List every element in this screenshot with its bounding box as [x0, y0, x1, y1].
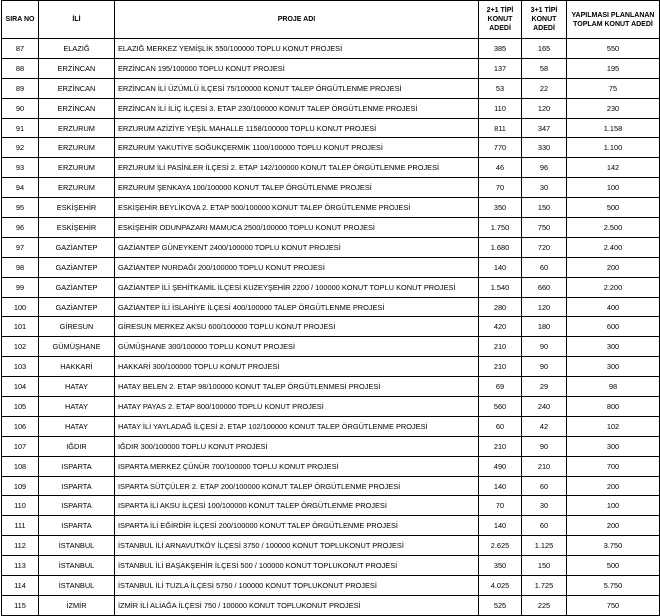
cell-2plus1-count: 2.625 [479, 536, 522, 556]
cell-sira-no: 113 [2, 556, 39, 576]
cell-proje-adi: ISPARTA SÜTÇÜLER 2. ETAP 200/100000 KONUT TALEP ÖRGÜTLENME PROJESİ [115, 476, 479, 496]
cell-proje-adi: İZMİR İLİ ALİAĞA İLÇESİ 750 / 100000 KONUT TOPLUKONUT PROJESİ [115, 595, 479, 615]
cell-sira-no: 95 [2, 198, 39, 218]
cell-total-planned: 1.158 [567, 118, 660, 138]
table-body [2, 39, 660, 616]
cell-total-planned: 2.200 [567, 277, 660, 297]
cell-sira-no: 112 [2, 536, 39, 556]
cell-ili: ISPARTA [39, 496, 115, 516]
cell-ili: ESKİŞEHİR [39, 198, 115, 218]
cell-2plus1-count: 60 [479, 416, 522, 436]
cell-total-planned: 5.750 [567, 576, 660, 596]
table-row [2, 58, 660, 78]
cell-2plus1-count: 140 [479, 257, 522, 277]
cell-3plus1-count: 96 [522, 158, 567, 178]
cell-ili: GAZİANTEP [39, 297, 115, 317]
cell-ili: ESKİŞEHİR [39, 218, 115, 238]
cell-3plus1-count: 60 [522, 516, 567, 536]
table-row [2, 257, 660, 277]
cell-sira-no: 110 [2, 496, 39, 516]
cell-proje-adi: İSTANBUL İLİ BAŞAKŞEHİR İLÇESİ 500 / 100000 KONUT TOPLUKONUT PROJESİ [115, 556, 479, 576]
cell-ili: İZMİR [39, 595, 115, 615]
cell-ili: ISPARTA [39, 456, 115, 476]
cell-2plus1-count: 350 [479, 556, 522, 576]
table-header [2, 1, 660, 39]
cell-total-planned: 1.100 [567, 138, 660, 158]
cell-3plus1-count: 240 [522, 397, 567, 417]
cell-total-planned: 200 [567, 257, 660, 277]
cell-3plus1-count: 1.725 [522, 576, 567, 596]
cell-3plus1-count: 150 [522, 198, 567, 218]
cell-ili: ELAZIĞ [39, 39, 115, 59]
cell-proje-adi: ERZURUM İLİ PASİNLER İLÇESİ 2. ETAP 142/100000 KONUT TALEP ÖRGÜTLENME PROJESİ [115, 158, 479, 178]
cell-proje-adi: ERZURUM ŞENKAYA 100/100000 KONUT TALEP ÖRGÜTLENME PROJESİ [115, 178, 479, 198]
cell-ili: ISPARTA [39, 476, 115, 496]
cell-proje-adi: ISPARTA İLİ EĞİRDİR İLÇESİ 200/100000 KONUT TALEP ÖRGÜTLENME PROJESİ [115, 516, 479, 536]
cell-2plus1-count: 420 [479, 317, 522, 337]
cell-3plus1-count: 150 [522, 556, 567, 576]
cell-proje-adi: GÜMÜŞHANE 300/100000 TOPLU KONUT PROJESİ [115, 337, 479, 357]
cell-sira-no: 103 [2, 357, 39, 377]
table-row [2, 317, 660, 337]
cell-sira-no: 90 [2, 98, 39, 118]
cell-proje-adi: HATAY İLİ YAYLADAĞ İLÇESİ 2. ETAP 102/100000 KONUT TALEP ÖRGÜTLENME PROJESİ [115, 416, 479, 436]
table-row [2, 377, 660, 397]
header-sira-no: SIRA NO [2, 1, 39, 39]
cell-3plus1-count: 180 [522, 317, 567, 337]
cell-sira-no: 99 [2, 277, 39, 297]
table-row [2, 198, 660, 218]
cell-proje-adi: İSTANBUL İLİ ARNAVUTKÖY İLÇESİ 3750 / 100000 KONUT TOPLUKONUT PROJESİ [115, 536, 479, 556]
cell-total-planned: 2.500 [567, 218, 660, 238]
cell-total-planned: 200 [567, 476, 660, 496]
cell-proje-adi: ERZİNCAN İLİ İLİÇ İLÇESİ 3. ETAP 230/100000 KONUT TALEP ÖRGÜTLENME PROJESİ [115, 98, 479, 118]
cell-total-planned: 100 [567, 496, 660, 516]
cell-ili: ERZURUM [39, 118, 115, 138]
cell-total-planned: 300 [567, 436, 660, 456]
cell-total-planned: 75 [567, 78, 660, 98]
cell-proje-adi: GİRESUN MERKEZ AKSU 600/100000 TOPLU KONUT PROJESİ [115, 317, 479, 337]
cell-sira-no: 105 [2, 397, 39, 417]
cell-ili: GİRESUN [39, 317, 115, 337]
table-row [2, 496, 660, 516]
cell-3plus1-count: 60 [522, 476, 567, 496]
cell-3plus1-count: 60 [522, 257, 567, 277]
cell-proje-adi: ERZİNCAN İLİ ÜZÜMLÜ İLÇESİ 75/100000 KONUT TALEP ÖRGÜTLENME PROJESİ [115, 78, 479, 98]
cell-proje-adi: IĞDIR 300/100000 TOPLU KONUT PROJESİ [115, 436, 479, 456]
cell-total-planned: 142 [567, 158, 660, 178]
cell-3plus1-count: 30 [522, 178, 567, 198]
cell-2plus1-count: 210 [479, 357, 522, 377]
cell-2plus1-count: 69 [479, 377, 522, 397]
cell-total-planned: 800 [567, 397, 660, 417]
cell-proje-adi: ISPARTA İLİ AKSU İLÇESİ 100/100000 KONUT TALEP ÖRGÜTLENME PROJESİ [115, 496, 479, 516]
cell-2plus1-count: 110 [479, 98, 522, 118]
cell-total-planned: 2.400 [567, 237, 660, 257]
cell-sira-no: 111 [2, 516, 39, 536]
cell-proje-adi: HAKKARİ 300/100000 TOPLU KONUT PROJESİ [115, 357, 479, 377]
cell-ili: ERZURUM [39, 158, 115, 178]
cell-ili: ERZİNCAN [39, 58, 115, 78]
cell-3plus1-count: 750 [522, 218, 567, 238]
cell-sira-no: 96 [2, 218, 39, 238]
table-row [2, 78, 660, 98]
cell-sira-no: 108 [2, 456, 39, 476]
cell-2plus1-count: 4.025 [479, 576, 522, 596]
cell-2plus1-count: 210 [479, 436, 522, 456]
header-row [2, 1, 660, 39]
table-row [2, 237, 660, 257]
cell-2plus1-count: 140 [479, 516, 522, 536]
cell-3plus1-count: 90 [522, 357, 567, 377]
cell-total-planned: 100 [567, 178, 660, 198]
cell-2plus1-count: 525 [479, 595, 522, 615]
table-row [2, 138, 660, 158]
table-row [2, 416, 660, 436]
table-row [2, 397, 660, 417]
cell-2plus1-count: 490 [479, 456, 522, 476]
cell-sira-no: 114 [2, 576, 39, 596]
cell-total-planned: 700 [567, 456, 660, 476]
cell-2plus1-count: 1.750 [479, 218, 522, 238]
cell-2plus1-count: 385 [479, 39, 522, 59]
header-total-planned: YAPILMASI PLANLANAN TOPLAM KONUT ADEDİ [567, 1, 660, 39]
cell-ili: GAZİANTEP [39, 277, 115, 297]
cell-total-planned: 102 [567, 416, 660, 436]
cell-proje-adi: ISPARTA MERKEZ ÇÜNÜR 700/100000 TOPLU KONUT PROJESİ [115, 456, 479, 476]
cell-3plus1-count: 42 [522, 416, 567, 436]
cell-ili: ISPARTA [39, 516, 115, 536]
cell-total-planned: 3.750 [567, 536, 660, 556]
cell-2plus1-count: 350 [479, 198, 522, 218]
cell-3plus1-count: 165 [522, 39, 567, 59]
cell-total-planned: 400 [567, 297, 660, 317]
cell-ili: HATAY [39, 416, 115, 436]
cell-total-planned: 300 [567, 357, 660, 377]
table-row [2, 337, 660, 357]
cell-proje-adi: ESKİŞEHİR BEYLİKOVA 2. ETAP 500/100000 KONUT TALEP ÖRGÜTLENME PROJESİ [115, 198, 479, 218]
cell-ili: IĞDIR [39, 436, 115, 456]
table-row [2, 158, 660, 178]
cell-3plus1-count: 90 [522, 337, 567, 357]
table-row [2, 297, 660, 317]
cell-ili: GAZİANTEP [39, 257, 115, 277]
cell-sira-no: 93 [2, 158, 39, 178]
cell-total-planned: 300 [567, 337, 660, 357]
cell-total-planned: 750 [567, 595, 660, 615]
cell-sira-no: 97 [2, 237, 39, 257]
table-row [2, 576, 660, 596]
cell-3plus1-count: 210 [522, 456, 567, 476]
cell-3plus1-count: 225 [522, 595, 567, 615]
cell-sira-no: 109 [2, 476, 39, 496]
cell-total-planned: 98 [567, 377, 660, 397]
cell-3plus1-count: 22 [522, 78, 567, 98]
header-proje-adi: PROJE ADI [115, 1, 479, 39]
cell-sira-no: 104 [2, 377, 39, 397]
header-3plus1-count: 3+1 TİPİ KONUT ADEDİ [522, 1, 567, 39]
cell-total-planned: 195 [567, 58, 660, 78]
cell-ili: HAKKARİ [39, 357, 115, 377]
table-row [2, 178, 660, 198]
table-row [2, 357, 660, 377]
cell-sira-no: 92 [2, 138, 39, 158]
cell-sira-no: 91 [2, 118, 39, 138]
cell-total-planned: 500 [567, 556, 660, 576]
cell-3plus1-count: 90 [522, 436, 567, 456]
cell-proje-adi: HATAY BELEN 2. ETAP 98/100000 KONUT TALEP ÖRGÜTLENMESİ PROJESİ [115, 377, 479, 397]
cell-proje-adi: HATAY PAYAS 2. ETAP 800/100000 TOPLU KONUT PROJESİ [115, 397, 479, 417]
cell-2plus1-count: 280 [479, 297, 522, 317]
cell-ili: HATAY [39, 397, 115, 417]
cell-proje-adi: GAZİANTEP GÜNEYKENT 2400/100000 TOPLU KONUT PROJESİ [115, 237, 479, 257]
cell-3plus1-count: 30 [522, 496, 567, 516]
cell-3plus1-count: 1.125 [522, 536, 567, 556]
cell-ili: HATAY [39, 377, 115, 397]
cell-2plus1-count: 560 [479, 397, 522, 417]
cell-total-planned: 200 [567, 516, 660, 536]
table-row [2, 39, 660, 59]
cell-2plus1-count: 70 [479, 178, 522, 198]
cell-sira-no: 101 [2, 317, 39, 337]
cell-2plus1-count: 53 [479, 78, 522, 98]
cell-2plus1-count: 811 [479, 118, 522, 138]
cell-2plus1-count: 137 [479, 58, 522, 78]
cell-total-planned: 550 [567, 39, 660, 59]
table-row [2, 536, 660, 556]
table-row [2, 516, 660, 536]
cell-2plus1-count: 770 [479, 138, 522, 158]
cell-sira-no: 115 [2, 595, 39, 615]
cell-ili: İSTANBUL [39, 556, 115, 576]
cell-ili: ERZURUM [39, 178, 115, 198]
cell-2plus1-count: 1.680 [479, 237, 522, 257]
cell-2plus1-count: 46 [479, 158, 522, 178]
cell-ili: ERZİNCAN [39, 98, 115, 118]
table-row [2, 456, 660, 476]
cell-3plus1-count: 58 [522, 58, 567, 78]
cell-proje-adi: GAZİANTEP NURDAĞI 200/100000 TOPLU KONUT PROJESİ [115, 257, 479, 277]
cell-proje-adi: GAZİANTEP İLİ İSLAHİYE İLÇESİ 400/100000 TALEP ÖRGÜTLENME PROJESİ [115, 297, 479, 317]
cell-ili: GÜMÜŞHANE [39, 337, 115, 357]
table-row [2, 218, 660, 238]
cell-proje-adi: ELAZIĞ MERKEZ YEMİŞLİK 550/100000 TOPLU KONUT PROJESİ [115, 39, 479, 59]
cell-sira-no: 106 [2, 416, 39, 436]
header-2plus1-count: 2+1 TİPİ KONUT ADEDİ [479, 1, 522, 39]
cell-proje-adi: İSTANBUL İLİ TUZLA İLÇESİ 5750 / 100000 KONUT TOPLUKONUT PROJESİ [115, 576, 479, 596]
cell-ili: GAZİANTEP [39, 237, 115, 257]
cell-sira-no: 88 [2, 58, 39, 78]
table-row [2, 556, 660, 576]
cell-sira-no: 107 [2, 436, 39, 456]
cell-3plus1-count: 660 [522, 277, 567, 297]
cell-total-planned: 230 [567, 98, 660, 118]
table-row [2, 98, 660, 118]
housing-projects-table [1, 0, 660, 616]
cell-3plus1-count: 720 [522, 237, 567, 257]
cell-proje-adi: ERZURUM YAKUTİYE SOĞUKÇERMİK 1100/100000 TOPLU KONUT PROJESİ [115, 138, 479, 158]
cell-2plus1-count: 210 [479, 337, 522, 357]
cell-3plus1-count: 120 [522, 98, 567, 118]
table-row [2, 476, 660, 496]
cell-sira-no: 102 [2, 337, 39, 357]
cell-3plus1-count: 330 [522, 138, 567, 158]
cell-3plus1-count: 347 [522, 118, 567, 138]
cell-sira-no: 89 [2, 78, 39, 98]
table-row [2, 595, 660, 615]
cell-total-planned: 500 [567, 198, 660, 218]
cell-ili: ERZURUM [39, 138, 115, 158]
cell-proje-adi: ESKİŞEHİR ODUNPAZARI MAMUCA 2500/100000 TOPLU KONUT PROJESİ [115, 218, 479, 238]
cell-3plus1-count: 29 [522, 377, 567, 397]
cell-proje-adi: GAZİANTEP İLİ ŞEHİTKAMİL İLÇESİ KUZEYŞEHİR 2200 / 100000 KONUT TOPLU KONUT PROJESİ [115, 277, 479, 297]
cell-proje-adi: ERZURUM AZİZİYE YEŞİL MAHALLE 1158/100000 TOPLU KONUT PROJESİ [115, 118, 479, 138]
cell-ili: İSTANBUL [39, 536, 115, 556]
cell-sira-no: 100 [2, 297, 39, 317]
cell-ili: İSTANBUL [39, 576, 115, 596]
cell-proje-adi: ERZİNCAN 195/100000 TOPLU KONUT PROJESİ [115, 58, 479, 78]
cell-sira-no: 98 [2, 257, 39, 277]
cell-3plus1-count: 120 [522, 297, 567, 317]
cell-total-planned: 600 [567, 317, 660, 337]
cell-ili: ERZİNCAN [39, 78, 115, 98]
cell-2plus1-count: 1.540 [479, 277, 522, 297]
cell-sira-no: 94 [2, 178, 39, 198]
cell-sira-no: 87 [2, 39, 39, 59]
cell-2plus1-count: 140 [479, 476, 522, 496]
cell-2plus1-count: 70 [479, 496, 522, 516]
header-ili: İLİ [39, 1, 115, 39]
table-row [2, 436, 660, 456]
table-row [2, 118, 660, 138]
table-row [2, 277, 660, 297]
